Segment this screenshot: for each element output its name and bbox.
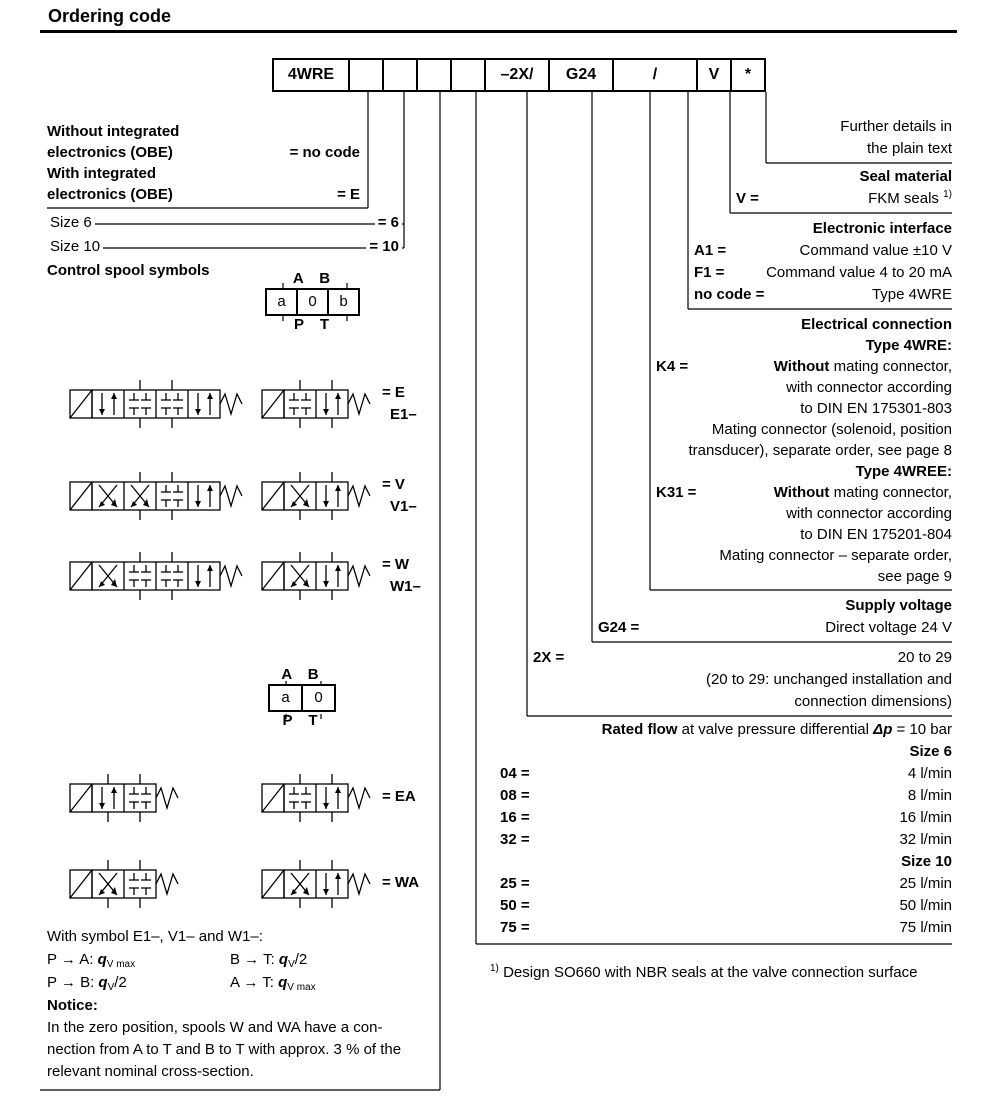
code-box-series: –2X/: [484, 58, 550, 92]
obe-with-code: = E: [337, 186, 360, 203]
spool-symbol-w-left: [70, 552, 242, 600]
flow-code-32: 32 =: [500, 831, 530, 848]
title-rule: [40, 30, 957, 33]
further-details-line1: Further details in: [840, 118, 952, 135]
connection-row-k31: [470, 482, 952, 503]
flow-value-32: 32 l/min: [899, 831, 952, 848]
spool-cell-a: a: [265, 288, 298, 316]
notice-line-2: nection from A to T and B to T with approx. 3 % of the: [47, 1041, 402, 1058]
seal-value: FKM seals $^{1)}$: [868, 189, 952, 207]
flow-code-04: 04 =: [500, 765, 530, 782]
interface-row-nocode: [470, 284, 952, 306]
formula-at: A → T: $q_{V max}$: [230, 974, 316, 993]
spool-code-ea: = EA: [382, 788, 416, 805]
footnote-text: Design SO660 with NBR seals at the valve connection surface: [503, 964, 918, 981]
code-box-type: 4WRE: [272, 58, 350, 92]
spool-code-wa: = WA: [382, 874, 420, 891]
spool-cell-0: 0: [296, 288, 329, 316]
connection-code-k4: K4 =: [656, 358, 689, 375]
spool-code-w: = W: [382, 556, 410, 573]
formula-pa: P → A: $q_{V max}$: [47, 951, 136, 970]
rated-flow-title: Rated flow at valve pressure differential Δp = 10 bar: [601, 721, 952, 738]
obe-with-line1: With integrated: [47, 165, 157, 182]
series-value: 20 to 29: [897, 649, 952, 666]
obe-without-row2: [47, 142, 360, 163]
legend-block: [47, 926, 455, 1083]
seal-material-header: Seal material: [859, 168, 952, 185]
code-box-star: *: [730, 58, 766, 92]
series-code-2x: 2X =: [533, 649, 565, 666]
spool-ports-top: A B: [292, 270, 337, 287]
interface-value-nocode: Type 4WRE: [871, 286, 952, 303]
spool-symbol-w-right: [262, 552, 370, 600]
further-details-line2: the plain text: [866, 140, 952, 157]
connection-code-k31: K31 =: [656, 484, 697, 501]
connection-type-4wree: Type 4WREE:: [855, 463, 952, 480]
connection-value-k31: Without mating connector,: [773, 484, 952, 501]
code-box-voltage: G24: [548, 58, 614, 92]
spool-symbol-v-right: [262, 472, 370, 520]
flow-row-04: [470, 763, 952, 785]
connection-type-4wre: Type 4WRE:: [865, 337, 952, 354]
flow-row-50: [470, 895, 952, 917]
notice-label: Notice:: [47, 997, 98, 1014]
legend-intro: With symbol E1–, V1– and W1–:: [47, 928, 263, 945]
obe-with-line2: electronics (OBE): [47, 186, 173, 203]
spool-symbol-e-left: [70, 380, 242, 428]
spool-symbol-wa-right: [262, 860, 370, 908]
flow-row-75: [470, 917, 952, 939]
footnote-marker: 1): [490, 963, 499, 974]
formula-bt: B → T: $q_V/2$: [230, 951, 308, 970]
obe-with-row1: [47, 163, 360, 184]
flow-code-16: 16 =: [500, 809, 530, 826]
spool-symbol-e-right: [262, 380, 370, 428]
spool-symbol-wa-left: [70, 860, 178, 908]
footnote: [490, 964, 917, 981]
size10-label: Size 10: [47, 236, 103, 258]
spool-position-box-2: [268, 666, 338, 730]
electrical-connection-header: Electrical connection: [801, 316, 952, 333]
right-column: [470, 116, 952, 939]
flow-value-75: 75 l/min: [899, 919, 952, 936]
size10-row: [47, 236, 402, 258]
formula-pb: P → B: $q_V/2$: [47, 974, 127, 993]
spool-code-v1: V1–: [390, 498, 417, 515]
spool-code-e1: E1–: [390, 406, 417, 423]
obe-without-line1: Without integrated: [47, 123, 180, 140]
notice-line-3: relevant nominal cross-section.: [47, 1063, 254, 1080]
spool-symbol-ea-left: [70, 774, 178, 822]
k4-note-2: transducer), separate order, see page 8: [688, 442, 952, 459]
series-note-1: (20 to 29: unchanged installation and: [705, 671, 952, 688]
k4-line-1: with connector according: [786, 379, 952, 396]
flow-code-50: 50 =: [500, 897, 530, 914]
spool-cell-0: 0: [301, 684, 336, 712]
code-box-flow: [450, 58, 486, 92]
spool-symbol-v-left: [70, 472, 242, 520]
spool-code-v: = V: [382, 476, 405, 493]
size6-code: = 6: [375, 212, 402, 234]
seal-material-row: [470, 188, 952, 210]
spool-ports-bottom: P T: [293, 316, 336, 333]
k31-note-1: Mating connector – separate order,: [719, 547, 952, 564]
size10-code: = 10: [366, 236, 402, 258]
k31-note-2: see page 9: [877, 568, 952, 585]
flow-value-08: 8 l/min: [907, 787, 952, 804]
interface-code-a1: A1 =: [694, 242, 727, 259]
interface-row-f1: [470, 262, 952, 284]
spool-code-w1: W1–: [390, 578, 421, 595]
spool-cells: [265, 288, 364, 316]
obe-without-row1: [47, 121, 360, 142]
interface-code-f1: F1 =: [694, 264, 725, 281]
flow-code-25: 25 =: [500, 875, 530, 892]
supply-value-g24: Direct voltage 24 V: [825, 619, 952, 636]
connection-value-k4: Without mating connector,: [773, 358, 952, 375]
supply-code-g24: G24 =: [598, 619, 640, 636]
supply-row-g24: [470, 617, 952, 639]
series-row-2x: [470, 647, 952, 669]
code-box-size: [382, 58, 418, 92]
spool-ports-top: A B: [281, 666, 325, 683]
flow-row-16: [470, 807, 952, 829]
seal-code: V =: [736, 190, 759, 207]
k4-line-2: to DIN EN 175301-803: [800, 400, 952, 417]
spool-position-box-3: [265, 270, 364, 334]
notice-line-1: In the zero position, spools W and WA have a con-: [47, 1019, 383, 1036]
size6-label: Size 6: [47, 212, 95, 234]
flow-code-75: 75 =: [500, 919, 530, 936]
spool-code-e: = E: [382, 384, 405, 401]
flow-value-25: 25 l/min: [899, 875, 952, 892]
obe-without-line2: electronics (OBE): [47, 144, 173, 161]
flow-size10-header: Size 10: [901, 853, 952, 870]
spool-cells: [268, 684, 338, 712]
spool-symbol-ea-right: [262, 774, 370, 822]
spool-symbols-header: Control spool symbols: [47, 262, 210, 279]
spool-cell-a: a: [268, 684, 303, 712]
size6-row: [47, 212, 402, 234]
flow-row-32: [470, 829, 952, 851]
page-title: Ordering code: [48, 6, 172, 26]
supply-voltage-header: Supply voltage: [845, 597, 952, 614]
ordering-code-boxes: [272, 58, 766, 92]
series-note-2: connection dimensions): [794, 693, 952, 710]
connection-row-k4: [470, 356, 952, 377]
legend-formula-line2: [47, 971, 455, 994]
spool-ports-bottom: P T: [282, 712, 324, 729]
code-box-conn-interface: /: [612, 58, 698, 92]
code-box-spool: [416, 58, 452, 92]
k31-line-1: with connector according: [786, 505, 952, 522]
flow-code-08: 08 =: [500, 787, 530, 804]
code-box-seal: V: [696, 58, 732, 92]
flow-row-25: [470, 873, 952, 895]
flow-row-08: [470, 785, 952, 807]
k31-line-2: to DIN EN 175201-804: [800, 526, 952, 543]
code-box-obe: [348, 58, 384, 92]
obe-without-code: = no code: [289, 144, 360, 161]
flow-value-04: 4 l/min: [907, 765, 952, 782]
flow-size6-header: Size 6: [909, 743, 952, 760]
electronic-interface-header: Electronic interface: [812, 220, 952, 237]
obe-block: [47, 121, 360, 205]
legend-formula-line1: [47, 948, 455, 971]
flow-value-16: 16 l/min: [899, 809, 952, 826]
spool-cell-b: b: [327, 288, 360, 316]
interface-code-nocode: no code =: [694, 286, 765, 303]
interface-value-a1: Command value ±10 V: [799, 242, 952, 259]
flow-value-50: 50 l/min: [899, 897, 952, 914]
k4-note-1: Mating connector (solenoid, position: [711, 421, 952, 438]
obe-with-row2: [47, 184, 360, 205]
interface-value-f1: Command value 4 to 20 mA: [766, 264, 952, 281]
interface-row-a1: [470, 240, 952, 262]
